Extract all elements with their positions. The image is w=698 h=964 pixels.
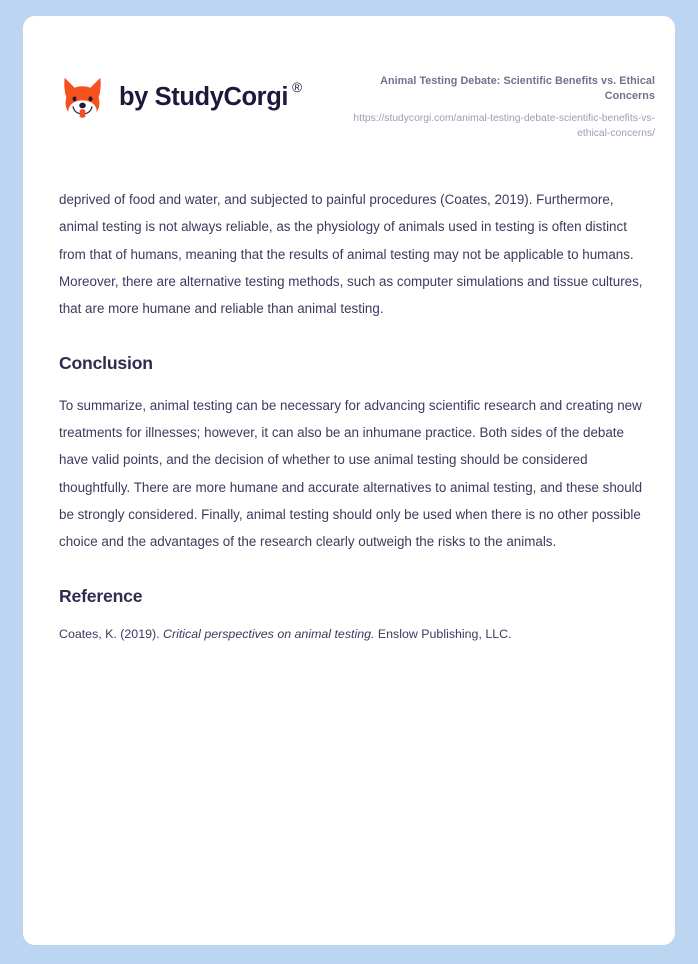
document-title: Animal Testing Debate: Scientific Benefits vs. Ethical Concerns — [380, 75, 655, 103]
corgi-face-logo-icon — [59, 74, 106, 121]
document-page — [23, 16, 675, 945]
brand-logo-block — [59, 56, 302, 121]
brand-name: by StudyCorgi — [119, 82, 289, 111]
reference-author-year: Coates, K. (2019). — [59, 626, 160, 641]
page-content — [59, 56, 655, 645]
document-header — [59, 56, 655, 139]
heading-reference: Reference — [59, 585, 143, 606]
paragraph-continued: deprived of food and water, and subjected to painful procedures (Coates, 2019). Furthermore, animal testing is not always reliable, as the physiology of animals used in testing is often distinct from that of humans, meaning that the results of animal testing may not be applicable to humans. Moreover, there are alternative testing methods, such as computer simulations and tissue cultures, that are more humane and reliable than animal testing. — [59, 192, 643, 317]
document-url[interactable]: https://studycorgi.com/animal-testing-debate-scientific-benefits-vs-ethical-concerns/ — [353, 112, 655, 139]
brand-wordmark — [119, 79, 303, 111]
reference-title: Critical perspectives on animal testing. — [163, 626, 375, 641]
reference-publisher: Enslow Publishing, LLC. — [377, 626, 512, 641]
reference-entry — [59, 625, 655, 645]
paragraph-conclusion: To summarize, animal testing can be necessary for advancing scientific research and creating new treatments for illnesses; however, it can also be an inhumane practice. Both sides of the debate have valid points, and the decision of whether to use animal testing should be considered thoughtfully. There are more humane and accurate alternatives to animal testing, and these should be strongly considered. Finally, animal testing should only be used when there is no other possible choice and the advantages of the research clearly outweigh the risks to the animals. — [59, 397, 643, 550]
document-body — [59, 186, 655, 645]
registered-trademark-icon: ® — [292, 79, 303, 95]
heading-conclusion: Conclusion — [59, 352, 153, 373]
header-meta — [333, 56, 655, 142]
